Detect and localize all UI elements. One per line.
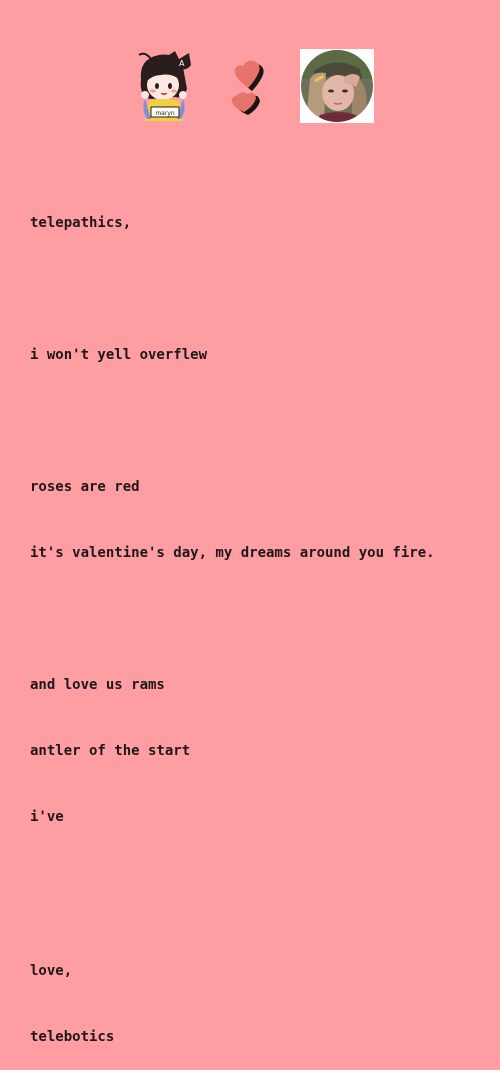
illustration-badge-text: maryn (155, 110, 175, 117)
letter-line: i won't yell overflew (30, 347, 208, 363)
cartoon-girl-avatar-icon (131, 49, 199, 124)
stanza-gap (30, 608, 480, 630)
letter-greeting: telepathics, (30, 215, 132, 231)
letter-line: it's valentine's day, my dreams around you fire. (30, 545, 435, 561)
letter-body (30, 168, 480, 1070)
stanza-gap (30, 278, 480, 300)
letter-line: antler of the start (30, 743, 191, 759)
letter-line: i've (30, 809, 64, 825)
stanza-gap (30, 410, 480, 432)
header (0, 0, 500, 130)
two-hearts-icon (226, 56, 276, 118)
letter-closing: love, (30, 963, 73, 979)
profile-photo (300, 49, 374, 123)
letter-line: and love us rams (30, 677, 165, 693)
stanza-gap (30, 872, 480, 916)
letter-signature: telebotics (30, 1029, 115, 1045)
svg-text:A: A (179, 59, 185, 68)
letter-line: roses are red (30, 479, 140, 495)
